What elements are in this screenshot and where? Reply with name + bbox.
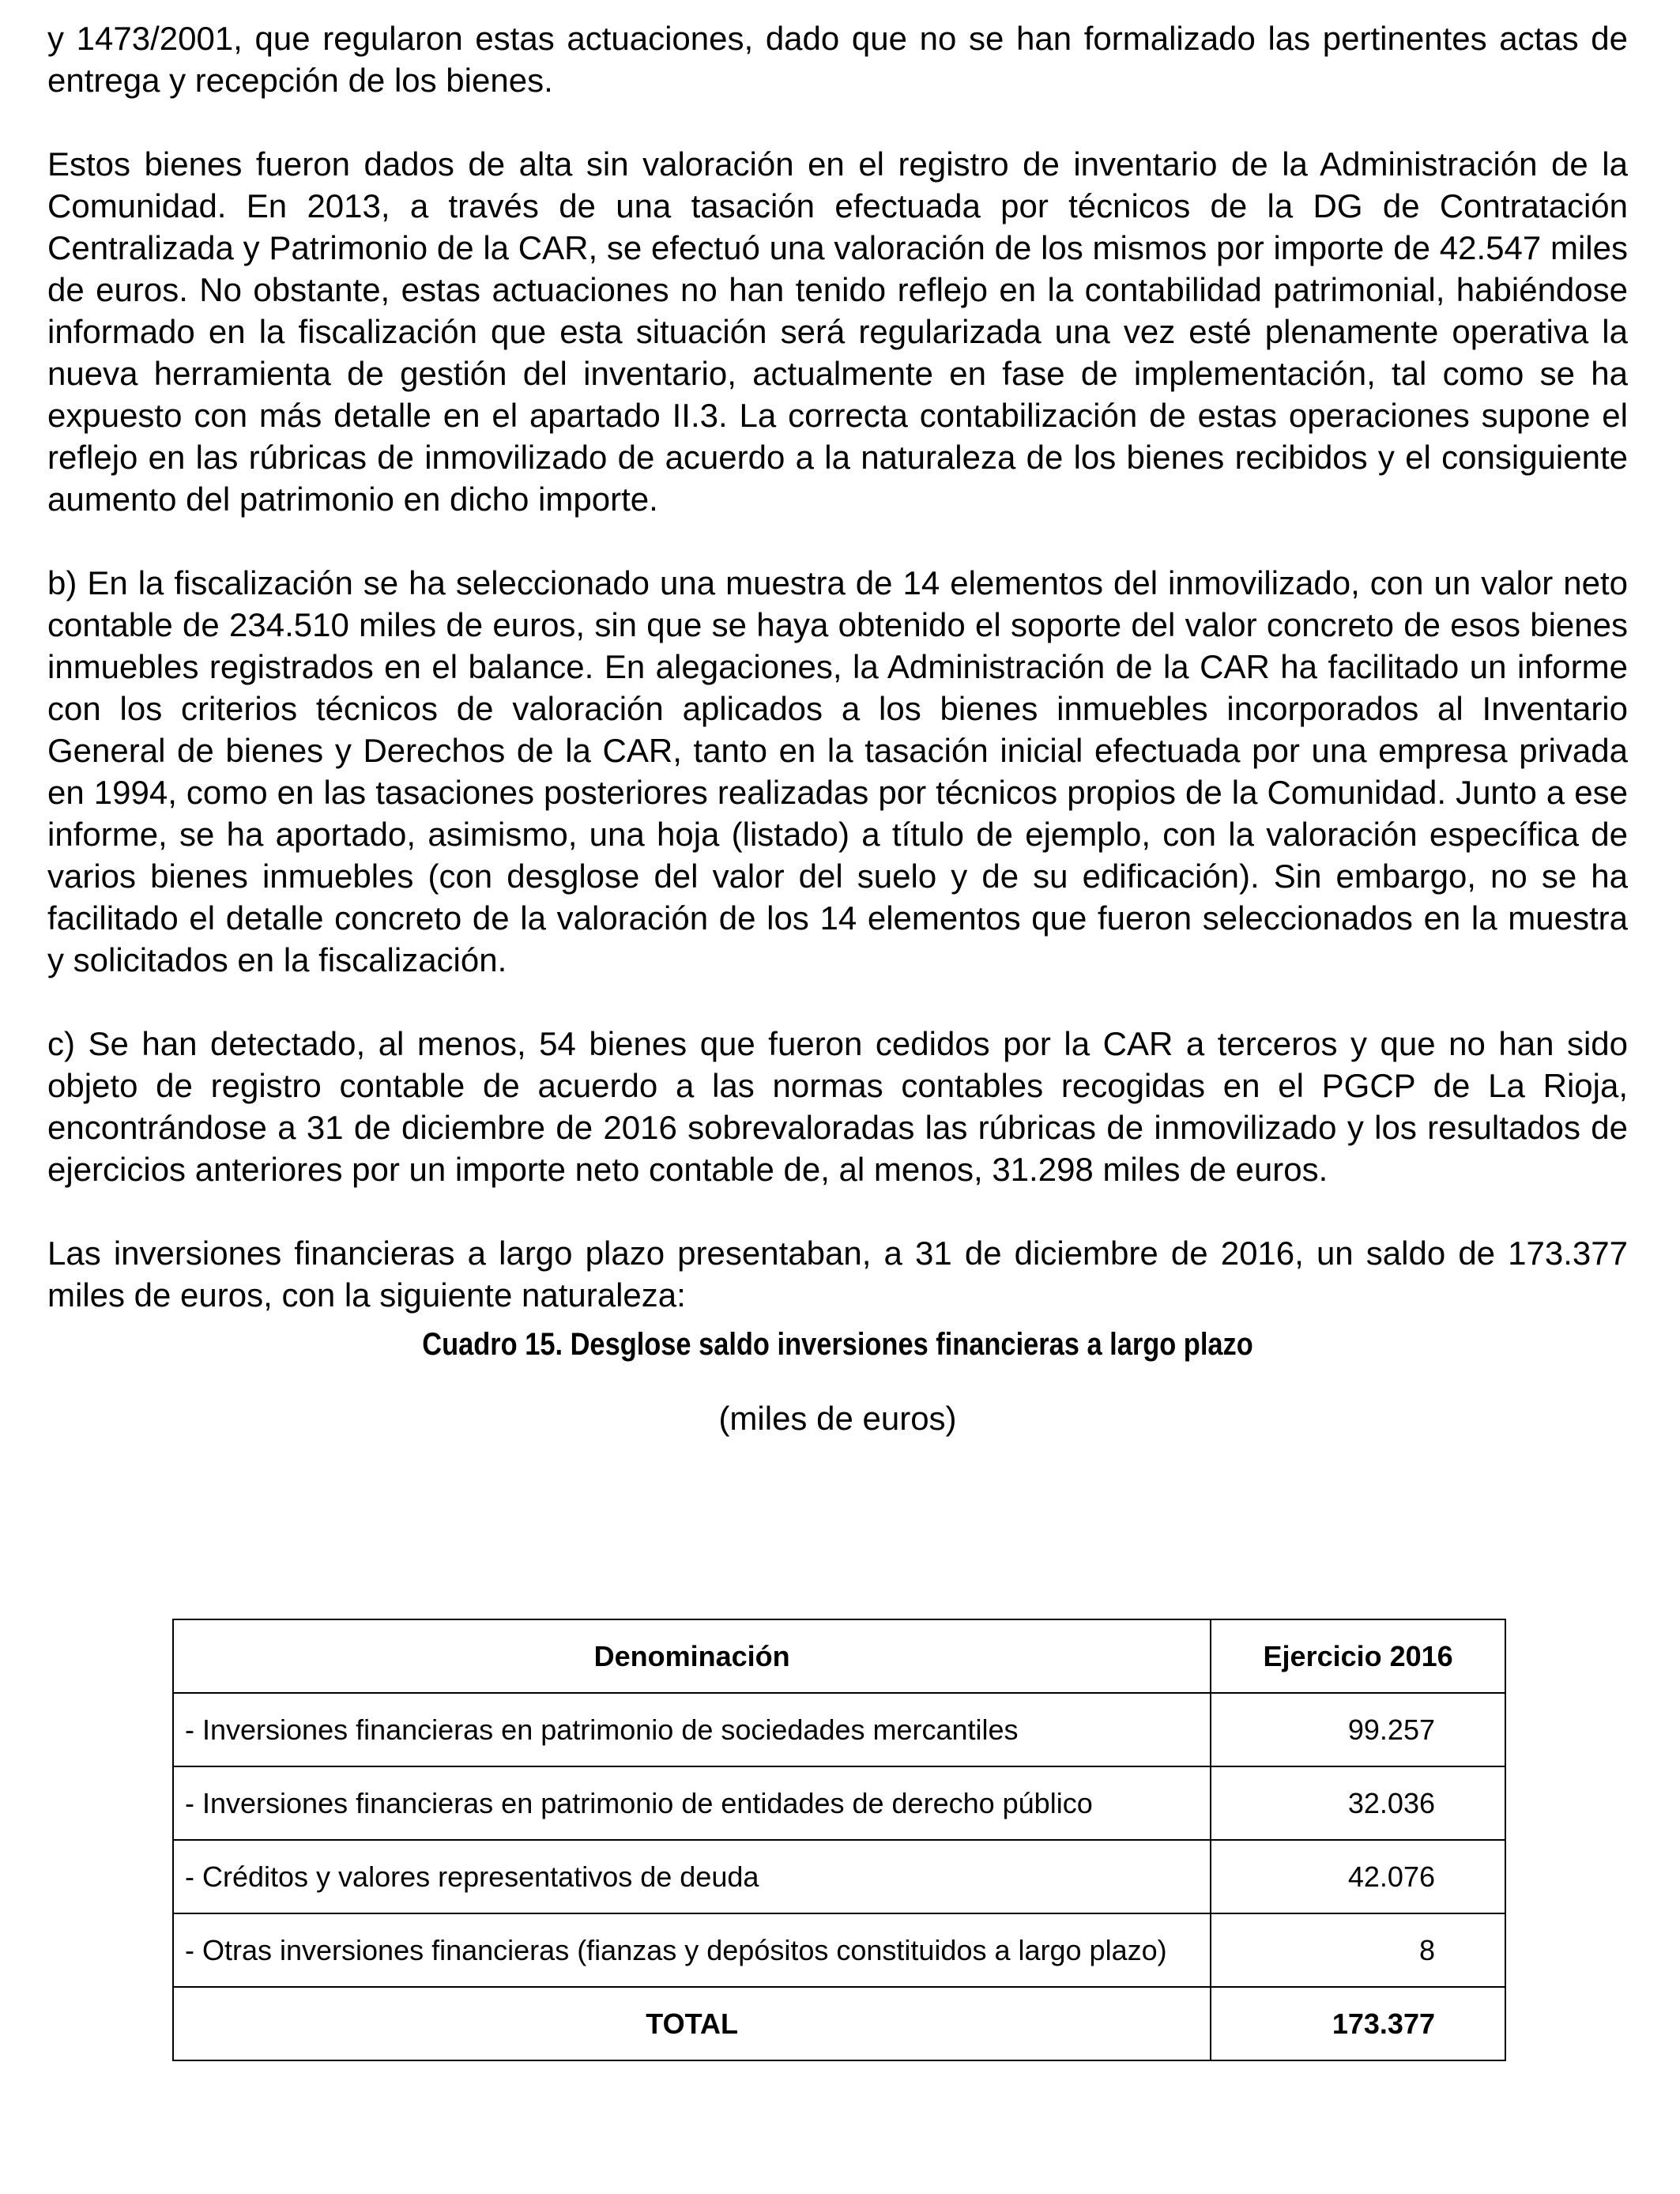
row-value: 32.036 xyxy=(1211,1766,1505,1840)
table-subtitle: (miles de euros) xyxy=(718,1400,957,1437)
paragraph-c: c) Se han detectado, al menos, 54 bienes que fueron cedidos por la CAR a terceros y que no han sido objeto de registro contable de acuerdo a las normas contables recogidas en el PGCP de La Rioja, encontrándose a 31 de diciembre de 2016 sobrevaloradas las rúbricas de inmovilizado y los resultados de ejercicios anteriores por un importe neto contable de, al menos, 31.298 miles de euros. xyxy=(47,1025,1628,1188)
row-value: 8 xyxy=(1211,1913,1505,1987)
row-value: 99.257 xyxy=(1211,1693,1505,1766)
header-ejercicio: Ejercicio 2016 xyxy=(1211,1619,1505,1693)
header-denominacion: Denominación xyxy=(173,1619,1211,1693)
table-header-row xyxy=(173,1619,1505,1693)
row-name: - Otras inversiones financieras (fianzas y depósitos constituidos a largo plazo) xyxy=(173,1913,1211,1987)
table-row xyxy=(173,1766,1505,1840)
table-total-row xyxy=(173,1987,1505,2060)
total-label: TOTAL xyxy=(173,1987,1211,2060)
paragraph-valuation: Estos bienes fueron dados de alta sin valoración en el registro de inventario de la Administración de la Comunidad. En 2013, a través de una tasación efectuada por técnicos de la DG de Contratación Centralizada y Patrimonio de la CAR, se efectuó una valoración de los mismos por importe de 42.547 miles de euros. No obstante, estas actuaciones no han tenido reflejo en la contabilidad patrimonial, habiéndose informado en la fiscalización que esta situación será regularizada una vez esté plenamente operativa la nueva herramienta de gestión del inventario, actualmente en fase de implementación, tal como se ha expuesto con más detalle en el apartado II.3. La correcta contabilización de estas operaciones supone el reflejo en las rúbricas de inmovilizado de acuerdo a la naturaleza de los bienes recibidos y el consiguiente aumento del patrimonio en dicho importe. xyxy=(47,145,1628,518)
row-name: - Inversiones financieras en patrimonio de sociedades mercantiles xyxy=(173,1693,1211,1766)
paragraph-intro: y 1473/2001, que regularon estas actuaciones, dado que no se han formalizado las pertinentes actas de entrega y recepción de los bienes. xyxy=(47,20,1628,99)
document-page xyxy=(47,17,1628,1439)
table-row xyxy=(173,1693,1505,1766)
paragraph-b: b) En la fiscalización se ha seleccionado una muestra de 14 elementos del inmovilizado, con un valor neto contable de 234.510 miles de euros, sin que se haya obtenido el soporte del valor concreto de esos bienes inmuebles registrados en el balance. En alegaciones, la Administración de la CAR ha facilitado un informe con los criterios técnicos de valoración aplicados a los bienes inmuebles incorporados al Inventario General de bienes y Derechos de la CAR, tanto en la tasación inicial efectuada por una empresa privada en 1994, como en las tasaciones posteriores realizadas por técnicos propios de la Comunidad. Junto a ese informe, se ha aportado, asimismo, una hoja (listado) a título de ejemplo, con la valoración específica de varios bienes inmuebles (con desglose del valor del suelo y de su edificación). Sin embargo, no se ha facilitado el detalle concreto de la valoración de los 14 elementos que fueron seleccionados en la muestra y solicitados en la fiscalización. xyxy=(47,564,1628,978)
row-name: - Inversiones financieras en patrimonio de entidades de derecho público xyxy=(173,1766,1211,1840)
table-row xyxy=(173,1913,1505,1987)
total-value: 173.377 xyxy=(1211,1987,1505,2060)
row-value: 42.076 xyxy=(1211,1840,1505,1913)
table-row xyxy=(173,1840,1505,1913)
paragraph-investments: Las inversiones financieras a largo plazo presentaban, a 31 de diciembre de 2016, un saldo de 173.377 miles de euros, con la siguiente naturaleza: xyxy=(47,1235,1628,1314)
table-title: Cuadro 15. Desglose saldo inversiones financieras a largo plazo xyxy=(422,1327,1253,1362)
row-name: - Créditos y valores representativos de deuda xyxy=(173,1840,1211,1913)
investments-table xyxy=(172,1619,1506,2061)
